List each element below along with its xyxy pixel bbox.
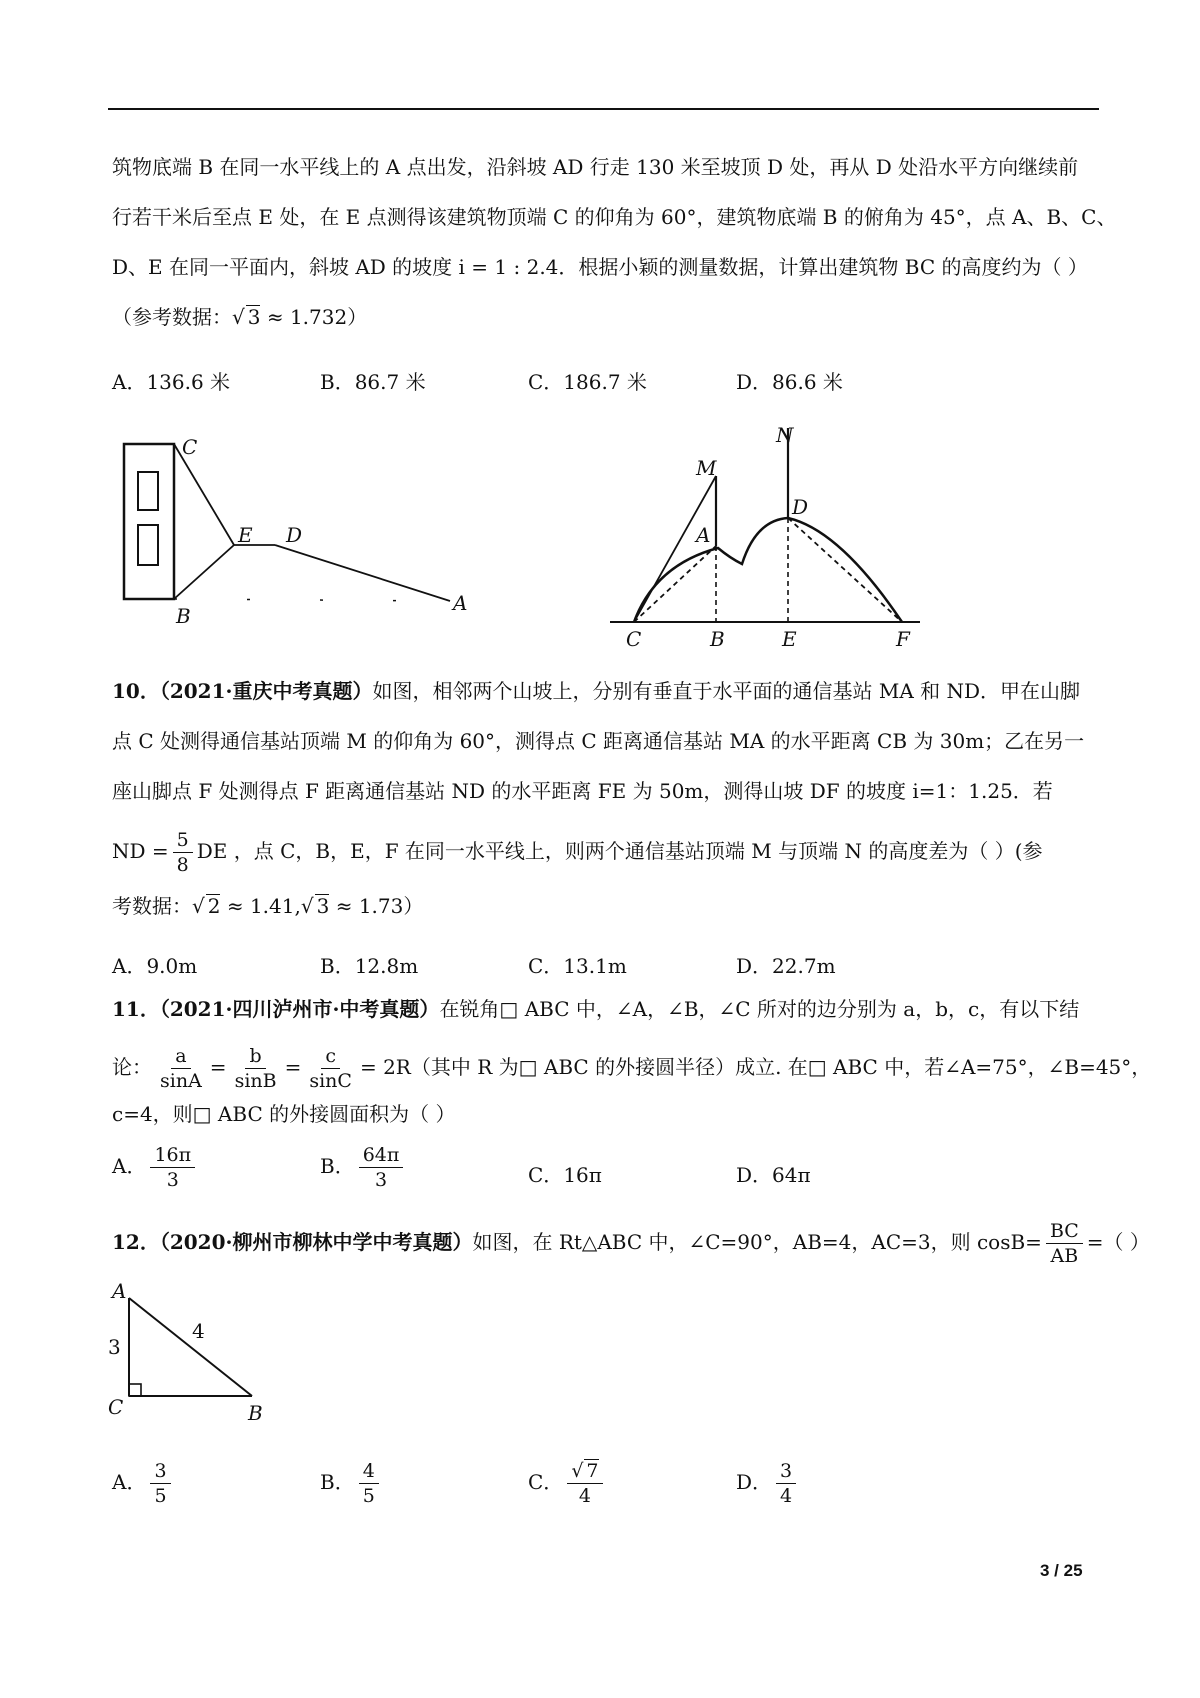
q10-text-line-4 <box>112 828 1043 877</box>
q9-text-line-3: D、E 在同一平面内，斜坡 AD 的坡度 i = 1 : 2.4．根据小颖的测量数据，计算出建筑物 BC 的高度约为（ ） <box>112 255 1088 279</box>
q11-option-c[interactable]: C．16π <box>528 1163 602 1187</box>
fig1-label-a: A <box>453 591 468 615</box>
q9-option-b[interactable]: B．86.7 米 <box>320 370 426 394</box>
fig1-label-b: B <box>176 604 191 628</box>
fig3-label-c: C <box>108 1395 124 1419</box>
fig3-label-b: B <box>248 1401 263 1425</box>
q9-option-a[interactable]: A．136.6 米 <box>112 370 231 394</box>
q10-number: 10． <box>112 679 160 703</box>
fig1-label-c: C <box>182 435 198 459</box>
q10-fraction: $\frac{5}{8}$ <box>173 828 193 877</box>
fig2-label-d: D <box>792 495 809 519</box>
q11-frac-c: $\frac{c}{\sin C}$ <box>309 1045 352 1092</box>
q10-line4-rhs: DE ，点 C，B，E，F 在同一水平线上，则两个通信基站顶端 M 与顶端 N 的高度差为（ ）(参 <box>196 839 1043 863</box>
q10-option-a[interactable]: A．9.0m <box>112 954 198 978</box>
q9-ref-sqrt: 3 <box>247 305 261 329</box>
dashed-df <box>788 518 902 622</box>
q10-text-line-3: 座山脚点 F 处测得点 F 距离通信基站 ND 的水平距离 FE 为 50m，测得山坡 DF 的坡度 i=1：1.25．若 <box>112 779 1053 803</box>
building-outline <box>124 444 174 599</box>
fig2-label-c: C <box>626 627 642 651</box>
building-window-top <box>138 472 158 510</box>
q10-reference-data: 考数据：√ 2 ≈ 1.41,√ 3 ≈ 1.73） <box>112 894 424 918</box>
q9-option-d[interactable]: D．86.6 米 <box>736 370 843 394</box>
fig2-label-n: N <box>776 423 794 447</box>
hill-curve <box>634 518 902 622</box>
q12-option-b[interactable]: B． $\frac{4}{5}$ <box>320 1459 383 1508</box>
q10-line1-text: 如图，相邻两个山坡上，分别有垂直于水平面的通信基站 MA 和 ND．甲在山脚 <box>372 679 1081 703</box>
fig1-label-d: D <box>286 523 303 547</box>
fig2-label-a: A <box>696 523 711 547</box>
dashed-ca <box>634 546 716 622</box>
q9-reference-data: （参考数据：√ 3 ≈ 1.732） <box>112 305 368 329</box>
q12-option-c[interactable]: C． $\frac{√ 7}{4}$ <box>528 1459 607 1508</box>
q12-option-a[interactable]: A． $\frac{3}{5}$ <box>112 1459 175 1508</box>
q12-number: 12． <box>112 1230 160 1254</box>
q11-option-a[interactable]: A． $\frac{16\pi}{3}$ <box>112 1143 199 1192</box>
fig2-label-m: M <box>696 456 717 480</box>
q12-option-d[interactable]: D． $\frac{3}{4}$ <box>736 1459 800 1508</box>
q9-text-line-1: 筑物底端 B 在同一水平线上的 A 点出发，沿斜坡 AD 行走 130 米至坡顶 D 处，再从 D 处沿水平方向继续前 <box>112 155 1079 179</box>
q9-text-line-2: 行若干米后至点 E 处，在 E 点测得该建筑物顶端 C 的仰角为 60°，建筑物底端 B 的俯角为 45°，点 A、B、C、 <box>112 205 1117 229</box>
q11-text-line-1: 11．（2021·四川泸州市·中考真题）在锐角□ ABC 中，∠A，∠B，∠C 所对的边分别为 a，b，c，有以下结 <box>112 997 1080 1021</box>
slope-da <box>275 545 450 601</box>
q11-frac-a: $\frac{a}{\sin A}$ <box>160 1045 202 1092</box>
fig2-label-e: E <box>782 627 797 651</box>
q9-option-c[interactable]: C．186.7 米 <box>528 370 647 394</box>
q10-option-b[interactable]: B．12.8m <box>320 954 419 978</box>
q11-frac-b: $\frac{b}{\sin B}$ <box>234 1045 277 1092</box>
q10-text-line-1 <box>112 677 1080 705</box>
q11-text-line-3: c=4，则□ ABC 的外接圆面积为（ ） <box>112 1102 456 1126</box>
building-slope-figure <box>110 430 490 630</box>
right-triangle-figure <box>100 1278 280 1428</box>
fig1-label-e: E <box>238 523 253 547</box>
q12-text-line-1: 12．（2020·柳州市柳林中学中考真题）如图，在 Rt△ABC 中，∠C=90°，AB=4，AC=3，则 cosB= $\frac{BC}{AB}$ =（ ） <box>112 1220 1150 1267</box>
q10-source: （2021·重庆中考真题） <box>159 679 373 703</box>
ground-ba <box>174 599 450 601</box>
sightline-cm <box>634 476 716 622</box>
right-angle-mark <box>129 1384 141 1396</box>
page-number: 3 / 25 <box>1040 1561 1083 1580</box>
header-rule <box>108 108 1099 110</box>
q11-option-d[interactable]: D．64π <box>736 1163 811 1187</box>
q9-ref-suffix: ≈ 1.732） <box>260 305 368 329</box>
line-ce <box>174 444 234 545</box>
q10-option-c[interactable]: C．13.1m <box>528 954 627 978</box>
fig2-label-b: B <box>710 627 725 651</box>
q10-text-line-2: 点 C 处测得通信基站顶端 M 的仰角为 60°，测得点 C 距离通信基站 MA 的水平距离 CB 为 30m；乙在另一 <box>112 729 1085 753</box>
side-ab <box>129 1298 252 1396</box>
fig3-label-a: A <box>112 1279 127 1303</box>
q11-text-line-2: 论： $\frac{a}{\sin A}$ = $\frac{b}{\sin B}$ = $\frac{c}{\sin C}$ = 2R（其中 R 为□ ABC 的外接圆半径）成立. 在□ ABC 中，若∠A=75°，∠B=45°， <box>112 1045 1152 1092</box>
q9-ref-prefix: （参考数据： <box>112 305 232 329</box>
q11-option-b[interactable]: B． $\frac{64\pi}{3}$ <box>320 1143 407 1192</box>
q12-fraction: $\frac{BC}{AB}$ <box>1046 1219 1083 1268</box>
q12-source: （2020·柳州市柳林中学中考真题） <box>159 1230 473 1254</box>
q10-option-d[interactable]: D．22.7m <box>736 954 836 978</box>
fig3-side-ac-length: 3 <box>108 1335 121 1359</box>
fig2-label-f: F <box>896 627 910 651</box>
hills-towers-figure <box>610 420 930 660</box>
building-window-bottom <box>138 525 158 565</box>
q11-source: （2021·四川泸州市·中考真题） <box>159 997 440 1021</box>
q10-nd-lhs: ND = <box>112 839 169 863</box>
q11-number: 11． <box>112 997 160 1021</box>
fig3-side-ab-length: 4 <box>192 1319 205 1343</box>
line-be <box>174 545 234 599</box>
